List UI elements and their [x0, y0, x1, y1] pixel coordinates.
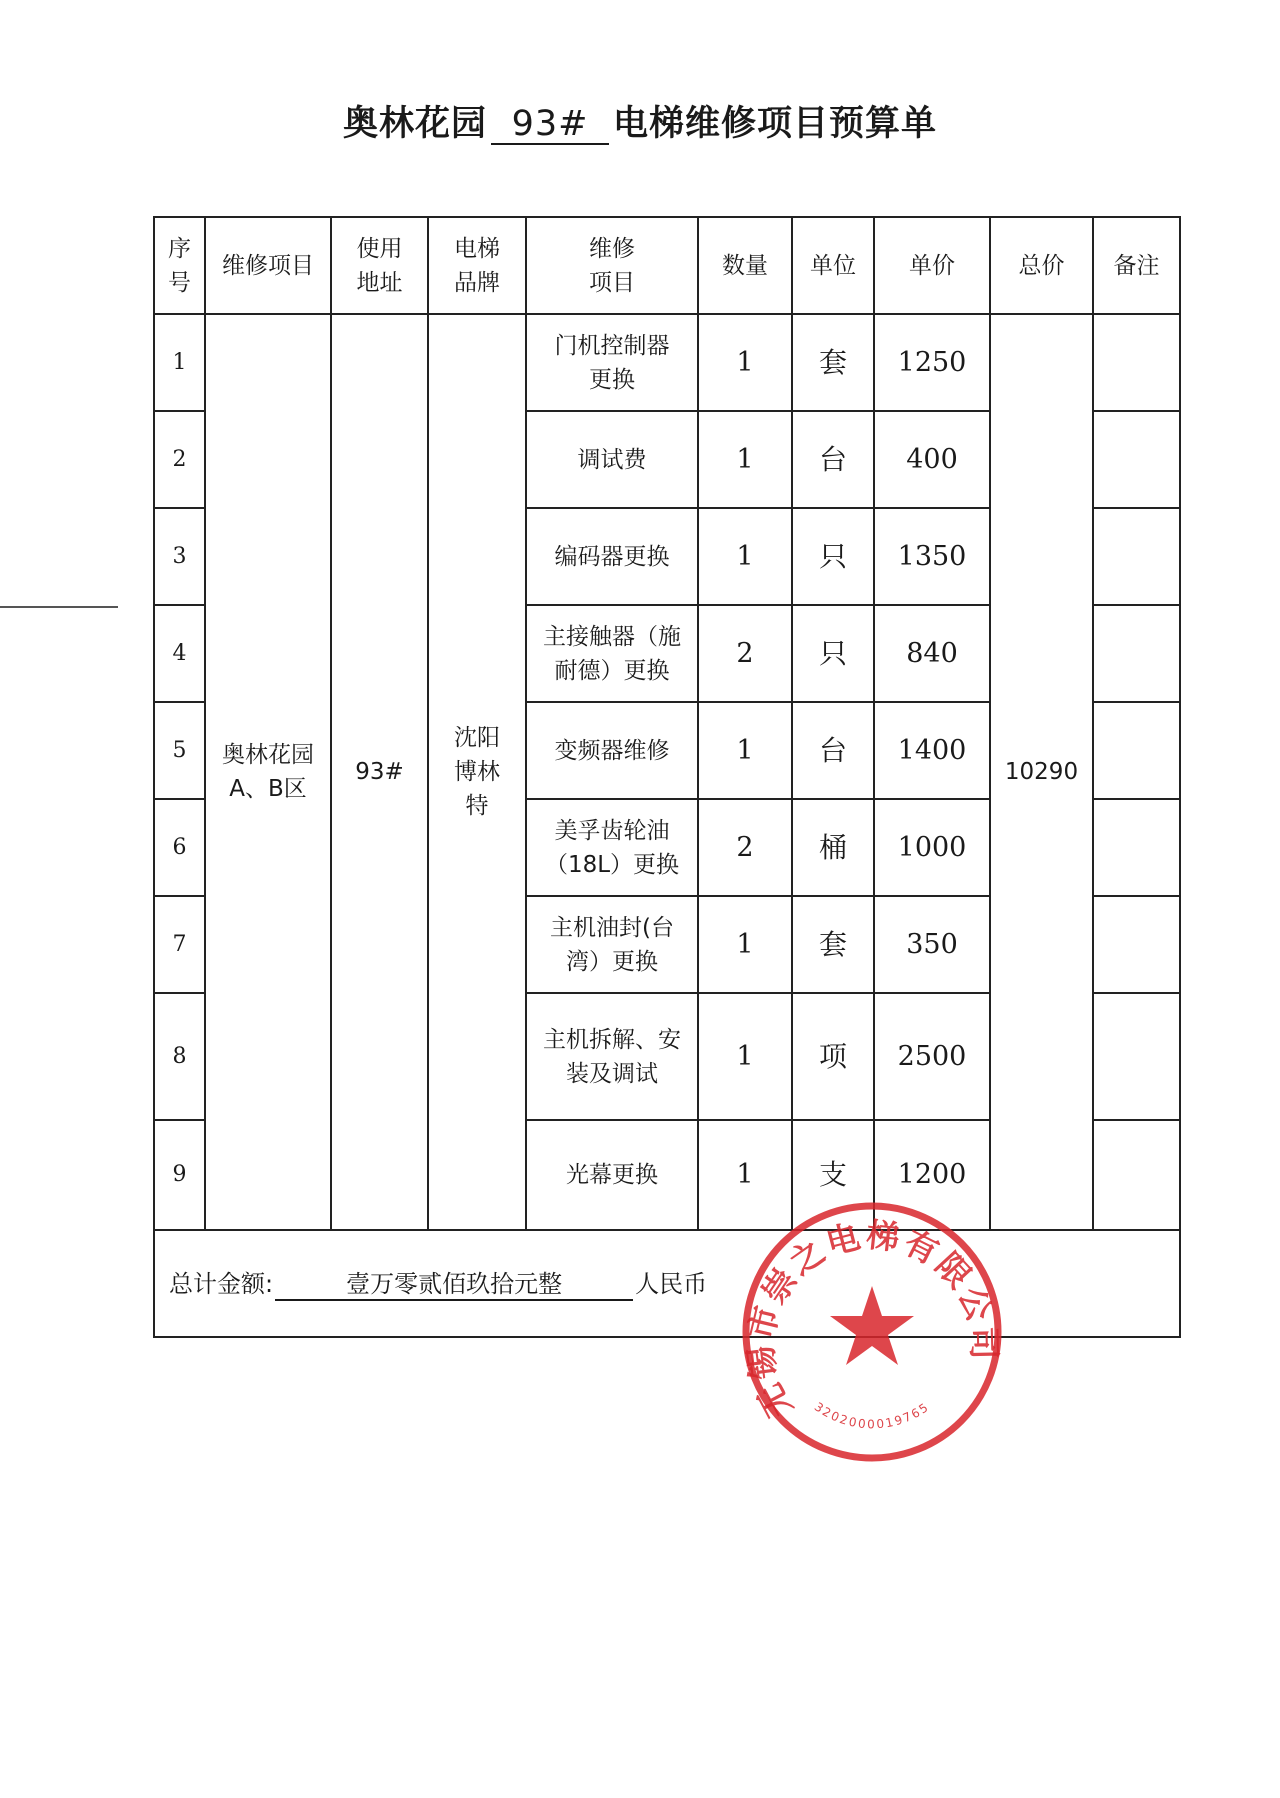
- total-amount-cell: [154, 1230, 1180, 1337]
- row-seq: 3: [154, 508, 205, 605]
- seal-number: 3202000019765: [811, 1399, 933, 1432]
- row-remark: [1093, 799, 1180, 896]
- row-seq: 2: [154, 411, 205, 508]
- row-unit: 项: [792, 993, 874, 1120]
- brand-cell: 沈阳博林特: [428, 314, 526, 1230]
- row-qty: 1: [698, 314, 792, 411]
- row-price: 2500: [874, 993, 990, 1120]
- row-qty: 1: [698, 993, 792, 1120]
- row-price: 1000: [874, 799, 990, 896]
- row-qty: 1: [698, 411, 792, 508]
- total-amount-words: 壹万零贰佰玖拾元整: [275, 1269, 633, 1301]
- row-item: 主接触器（施耐德）更换: [526, 605, 698, 702]
- row-remark: [1093, 1120, 1180, 1230]
- header-qty: 数量: [698, 217, 792, 314]
- row-seq: 8: [154, 993, 205, 1120]
- row-unit: 只: [792, 605, 874, 702]
- row-qty: 1: [698, 508, 792, 605]
- row-price: 350: [874, 896, 990, 993]
- row-remark: [1093, 605, 1180, 702]
- header-remark: 备注: [1093, 217, 1180, 314]
- row-price: 1200: [874, 1120, 990, 1230]
- row-qty: 2: [698, 799, 792, 896]
- header-address: 使用地址: [331, 217, 428, 314]
- header-unit: 单位: [792, 217, 874, 314]
- row-unit: 台: [792, 702, 874, 799]
- header-seq: 序号: [154, 217, 205, 314]
- header-item: 维修项目: [526, 217, 698, 314]
- seal-star-icon: [830, 1286, 914, 1365]
- row-remark: [1093, 896, 1180, 993]
- row-item: 调试费: [526, 411, 698, 508]
- row-qty: 2: [698, 605, 792, 702]
- row-item: 主机油封(台湾）更换: [526, 896, 698, 993]
- header-price: 单价: [874, 217, 990, 314]
- row-seq: 5: [154, 702, 205, 799]
- row-unit: 桶: [792, 799, 874, 896]
- row-qty: 1: [698, 702, 792, 799]
- row-remark: [1093, 508, 1180, 605]
- row-item: 光幕更换: [526, 1120, 698, 1230]
- row-remark: [1093, 993, 1180, 1120]
- scan-artifact-line: [0, 606, 118, 608]
- table-row: [154, 314, 1180, 411]
- total-amount-row: [154, 1230, 1180, 1337]
- row-seq: 4: [154, 605, 205, 702]
- row-remark: [1093, 314, 1180, 411]
- row-price: 1400: [874, 702, 990, 799]
- budget-table: [153, 216, 1181, 1338]
- header-total: 总价: [990, 217, 1093, 314]
- row-price: 840: [874, 605, 990, 702]
- row-price: 400: [874, 411, 990, 508]
- row-remark: [1093, 411, 1180, 508]
- row-seq: 9: [154, 1120, 205, 1230]
- total-price-cell: 10290: [990, 314, 1093, 1230]
- svg-text:3202000019765: [812, 1400, 932, 1432]
- title-prefix: 奥林花园: [342, 104, 487, 144]
- row-seq: 1: [154, 314, 205, 411]
- header-project: 维修项目: [205, 217, 331, 314]
- row-price: 1250: [874, 314, 990, 411]
- row-qty: 1: [698, 1120, 792, 1230]
- row-seq: 7: [154, 896, 205, 993]
- row-price: 1350: [874, 508, 990, 605]
- currency-label: 人民币: [635, 1269, 708, 1298]
- header-brand: 电梯品牌: [428, 217, 526, 314]
- row-seq: 6: [154, 799, 205, 896]
- row-item: 门机控制器更换: [526, 314, 698, 411]
- row-unit: 套: [792, 314, 874, 411]
- row-item: 主机拆解、安装及调试: [526, 993, 698, 1120]
- page-title: [0, 96, 1280, 146]
- title-suffix: 电梯维修项目预算单: [613, 104, 938, 144]
- row-item: 美孚齿轮油（18L）更换: [526, 799, 698, 896]
- row-qty: 1: [698, 896, 792, 993]
- row-unit: 只: [792, 508, 874, 605]
- seal-company-name: 无锡市崇之电梯有限公司: [740, 1215, 1004, 1425]
- row-unit: 台: [792, 411, 874, 508]
- row-unit: 套: [792, 896, 874, 993]
- project-cell: 奥林花园 A、B区: [205, 314, 331, 1230]
- row-item: 变频器维修: [526, 702, 698, 799]
- row-unit: 支: [792, 1120, 874, 1230]
- address-cell: 93#: [331, 314, 428, 1230]
- company-seal: [738, 1198, 1006, 1466]
- total-amount-label: 总计金额:: [169, 1269, 274, 1298]
- row-remark: [1093, 702, 1180, 799]
- row-item: 编码器更换: [526, 508, 698, 605]
- table-header-row: [154, 217, 1180, 314]
- title-building-number: 93#: [491, 105, 609, 145]
